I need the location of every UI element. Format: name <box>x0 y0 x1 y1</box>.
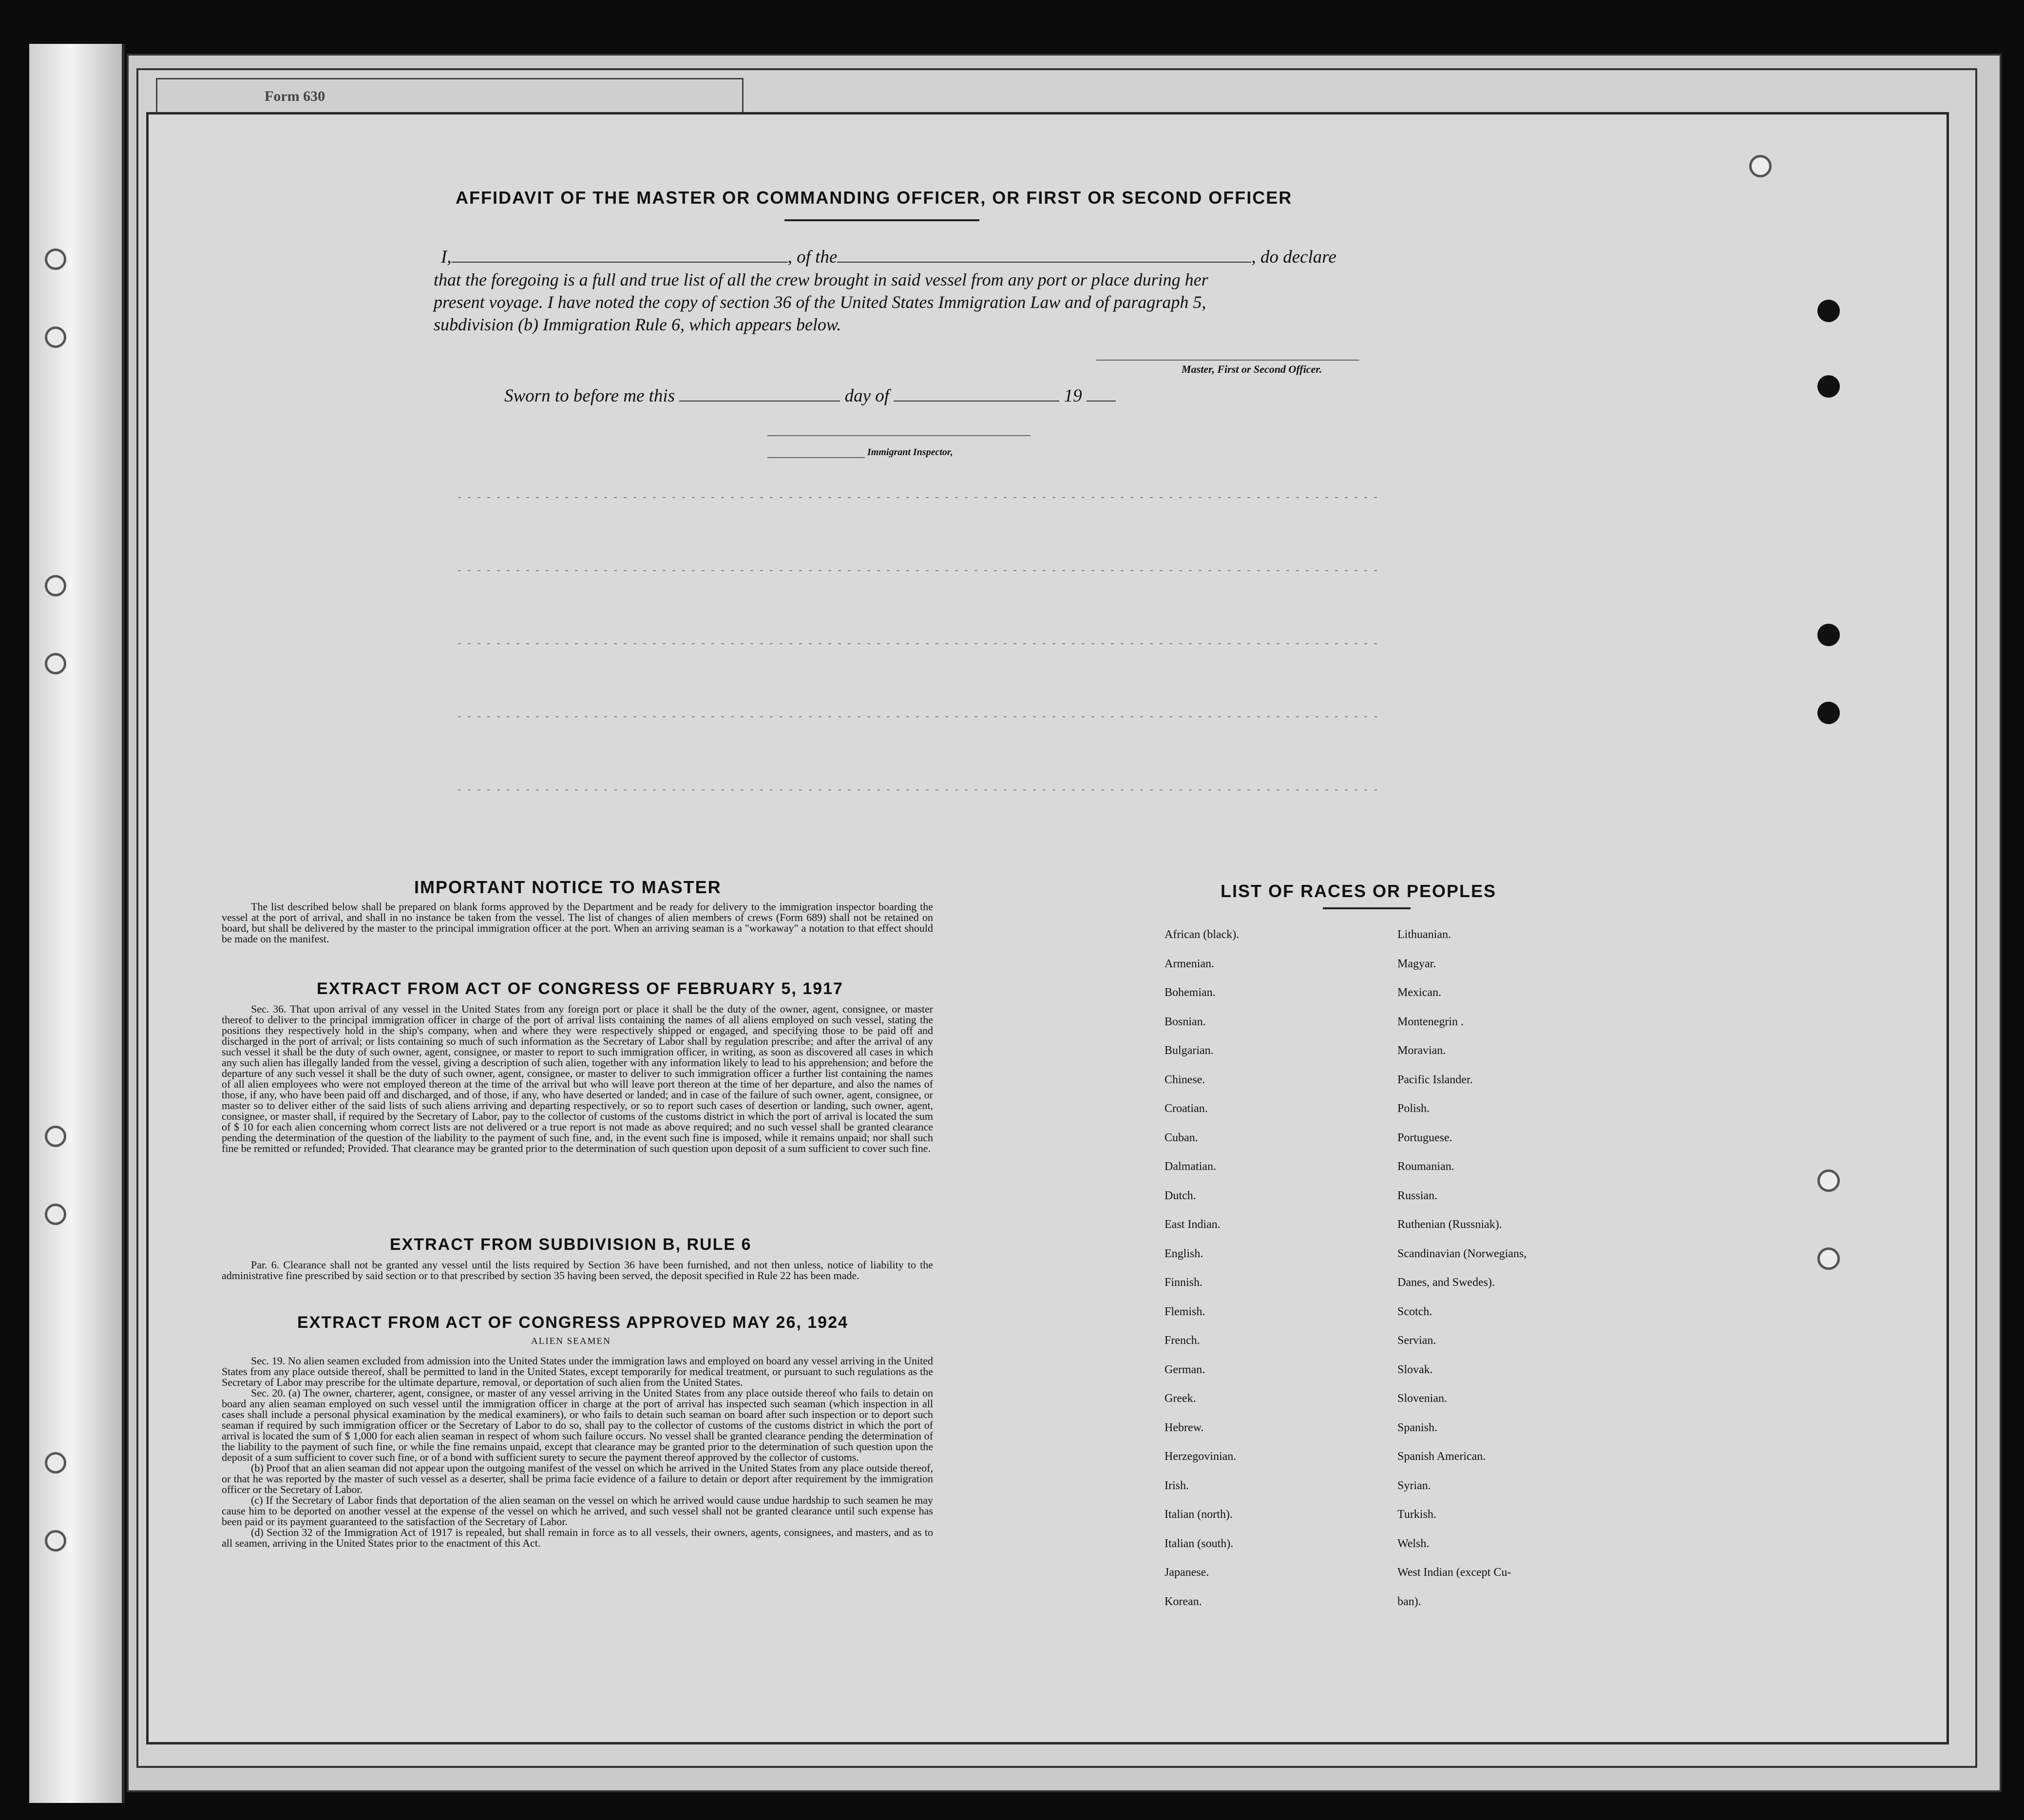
notice-paragraph: The list described below shall be prepared on blank forms approved by the Department and be ready for delivery to the immigration inspector boarding the vessel at the port of arrival, and shall in no instance be taken from the vessel. The list of changes of alien members of crews (Form 689) shall not be retained on board, but shall be delivered by the master to the principal immigration officer at the port. When an arriving seaman is a "workaway" a notation to that effect should be made on the manifest. <box>222 900 933 945</box>
race-item: Danes, and Swedes). <box>1397 1276 1495 1289</box>
race-item: German. <box>1165 1363 1205 1376</box>
sworn-text: Sworn to before me this <box>504 386 675 406</box>
race-item: Spanish American. <box>1397 1450 1486 1463</box>
race-item: Scotch. <box>1397 1305 1432 1318</box>
race-item: Servian. <box>1397 1334 1436 1347</box>
binder-hole <box>45 653 66 674</box>
notice-title: IMPORTANT NOTICE TO MASTER <box>414 877 722 897</box>
race-item: Japanese. <box>1165 1566 1209 1579</box>
binder-hole <box>45 1204 66 1225</box>
master-signature-label: Master, First or Second Officer. <box>1182 363 1322 375</box>
binder-spine <box>29 44 125 1803</box>
race-item: Bohemian. <box>1165 986 1216 999</box>
race-item: Slovak. <box>1397 1363 1433 1376</box>
extract-1924-title: EXTRACT FROM ACT OF CONGRESS APPROVED MAY 26, 1924 <box>297 1313 848 1332</box>
race-item: Turkish. <box>1397 1508 1436 1521</box>
rule-6-body <box>222 1260 933 1281</box>
rule-6-paragraph: Par. 6. Clearance shall not be granted any vessel until the lists required by Section 36 have been furnished, and not then unless, notice of liability to the administrative fine prescribed by said section or to that prescribed by section 35 having been served, the deposit specified in Rule 22 has been made. <box>222 1259 933 1282</box>
sworn-day-blank[interactable] <box>679 386 840 402</box>
declaration-i: I, <box>441 247 452 267</box>
faint-dash-row <box>458 716 1384 717</box>
binder-hole <box>45 1530 66 1552</box>
race-item: Bulgarian. <box>1165 1044 1214 1057</box>
race-item: Cuban. <box>1165 1131 1198 1144</box>
race-item: Dutch. <box>1165 1189 1196 1202</box>
affidavit-title: AFFIDAVIT OF THE MASTER OR COMMANDING OFFICER, OR FIRST OR SECOND OFFICER <box>456 188 1293 208</box>
race-item: Moravian. <box>1397 1044 1446 1057</box>
sworn-year-blank[interactable] <box>1087 386 1116 402</box>
race-item: Roumanian. <box>1397 1160 1454 1173</box>
declaration-do-declare: , do declare <box>1251 247 1337 267</box>
race-item: Croatian. <box>1165 1102 1208 1115</box>
sworn-line <box>504 385 1116 407</box>
notice-body <box>222 901 933 944</box>
race-item: ban). <box>1397 1595 1421 1608</box>
race-item: English. <box>1165 1247 1203 1260</box>
faint-dash-row <box>458 570 1384 571</box>
race-item: Irish. <box>1165 1479 1189 1492</box>
year-prefix: 19 <box>1064 386 1082 406</box>
race-item: Polish. <box>1397 1102 1430 1115</box>
binder-hole <box>45 249 66 270</box>
race-item: Italian (south). <box>1165 1537 1234 1550</box>
race-item: Italian (north). <box>1165 1508 1233 1521</box>
declaration-line-1 <box>441 246 1362 268</box>
race-item: Greek. <box>1165 1392 1196 1405</box>
declaration-of-the: , of the <box>787 247 838 267</box>
race-item: Ruthenian (Russniak). <box>1397 1218 1502 1231</box>
race-item: Korean. <box>1165 1595 1202 1608</box>
faint-dash-row <box>458 497 1384 498</box>
race-item: Slovenian. <box>1397 1392 1447 1405</box>
race-item: Syrian. <box>1397 1479 1431 1492</box>
race-item: French. <box>1165 1334 1200 1347</box>
race-item: Bosnian. <box>1165 1015 1206 1028</box>
extract-1924-paragraph: Sec. 20. (a) The owner, charterer, agent, consignee, or master of any vessel arriving in the United States from any place outside thereof who fails to detain on board any alien seaman employed on such vessel until the immigration officer in charge at the port of arrival has inspected such seaman (which inspection in all cases shall include a personal physical examination by the medical examiners), or who fails to detain such seaman on board after such inspection or to deport such seaman if required by such immigration officer or the Secretary of Labor to do so, shall pay to the collector of customs of the customs district in which the port of arrival is located the sum of $ 1,000 for each alien seaman in respect of whom such failure occurs. No vessel shall be granted clearance pending the determination of the liability to the payment of such fine, or while the fine remains unpaid, except that clearance may be granted prior to the determination of such question upon the deposit of a sum sufficient to cover such fine, or of a bond with sufficient surety to secure the payment thereof approved by the collector of customs. <box>222 1387 933 1463</box>
race-item: Mexican. <box>1397 986 1441 999</box>
declaration-line-4: subdivision (b) Immigration Rule 6, which appears below. <box>434 315 841 334</box>
extract-1917-paragraph: Sec. 36. That upon arrival of any vessel in the United States from any foreign port or place it shall be the duty of the owner, agent, consignee, or master thereof to deliver to the principal immigration officer in charge of the port of arrival lists containing the names of all aliens employed on such vessel, stating the positions they respectively hold in the ship's company, when and where they were respectively shipped or engaged, and specifying those to be paid off and discharged in the port of arrival; or lists containing so much of such information as the Secretary of Labor shall by regulation prescribe; and after the arrival of any such vessel it shall be the duty of such owner, agent, consignee, or master to report to such immigration officer, in writing, as soon as discovered all cases in which any such alien has illegally landed from the vessel, giving a description of such alien, together with any information likely to lead to his apprehension; and before the departure of any such vessel it shall be the duty of such owner, agent, consignee, or master to deliver to such immigration officer a further list containing the names of all alien employees who were not employed thereon at the time of the arrival but who will leave port thereon at the time of her departure, and also the names of those, if any, who have been paid off and discharged, and of those, if any, who have deserted or landed; and in case of the failure of such owner, agent, consignee, or master so to deliver either of the said lists of such aliens arriving and departing respectively, or so to report such cases of desertion or landing, such owner, agent, consignee, or master shall, if required by the Secretary of Labor, pay to the collector of customs of the customs district in which the port of arrival is located the sum of $ 10 for each alien concerning whom correct lists are not delivered or a true report is not made as above required; and no such vessel shall be granted clearance pending the determination of the question of the liability to the payment of such fine, and, in the event such fine is imposed, while it remains unpaid; nor shall such fine be remitted or refunded; Provided. That clearance may be granted prior to the determination of such question upon deposit of a sum sufficient to cover such fine. <box>222 1003 933 1154</box>
races-title: LIST OF RACES OR PEOPLES <box>1221 881 1497 901</box>
binder-hole <box>45 1452 66 1474</box>
sworn-month-blank[interactable] <box>894 386 1059 402</box>
extract-1924-paragraph: (c) If the Secretary of Labor finds that deportation of the alien seaman on the vessel on which he arrived would cause undue hardship to such seamen he may cause him to be deported on another vessel at the expense of the vessel on which he arrived, and such vessel shall not be granted clearance until such expense has been paid or its payment guaranteed to the satisfaction of the Secretary of Labor. <box>222 1494 933 1528</box>
extract-1924-paragraph: (b) Proof that an alien seaman did not appear upon the outgoing manifest of the vessel on which he arrived in the United States from any place outside thereof, or that he was reported by the master of such vessel as a deserter, shall be prima facie evidence of a failure to detain or deport after requirement by the immigration officer or the Secretary of Labor. <box>222 1462 933 1495</box>
binder-hole <box>45 326 66 348</box>
master-signature-line[interactable] <box>1096 360 1359 361</box>
races-title-underline <box>1323 907 1411 909</box>
extract-1924-body <box>222 1356 933 1549</box>
page-hole <box>1817 300 1840 322</box>
race-item: Chinese. <box>1165 1073 1205 1086</box>
rule-6-title: EXTRACT FROM SUBDIVISION B, RULE 6 <box>390 1235 752 1254</box>
declaration-line-2: that the foregoing is a full and true list of all the crew brought in said vessel from any port or place during her <box>434 270 1208 289</box>
inspector-label: Immigrant Inspector, <box>867 447 953 458</box>
extract-1924-subtitle: ALIEN SEAMEN <box>531 1336 611 1346</box>
page-hole <box>1817 375 1840 398</box>
race-item: Montenegrin . <box>1397 1015 1464 1028</box>
race-item: Finnish. <box>1165 1276 1203 1289</box>
race-item: Armenian. <box>1165 957 1214 970</box>
form-number: Form 630 <box>265 88 325 104</box>
inspector-signature-line[interactable] <box>767 435 1031 436</box>
binder-hole <box>45 1126 66 1147</box>
page-hole <box>1817 1169 1840 1192</box>
extract-1924-paragraph: Sec. 19. No alien seamen excluded from admission into the United States under the immigration laws and employed on board any vessel arriving in the United States from any place outside thereof, shall be permitted to land in the United States, except temporarily for medical treatment, or pursuant to such regulations as the Secretary of Labor may prescribe for the ultimate departure, removal, or deportation of such alien from the United States. <box>222 1355 933 1388</box>
page-hole <box>1817 1247 1840 1270</box>
page-hole <box>1817 624 1840 646</box>
day-of-text: day of <box>844 386 890 406</box>
race-item: Dalmatian. <box>1165 1160 1216 1173</box>
inspector-signature-line-2[interactable] <box>767 457 865 458</box>
race-item: Russian. <box>1397 1189 1438 1202</box>
race-item: Spanish. <box>1397 1421 1438 1434</box>
page-hole <box>1749 155 1772 177</box>
binder-hole <box>45 575 66 596</box>
race-item: East Indian. <box>1165 1218 1221 1231</box>
name-blank[interactable] <box>452 247 788 263</box>
form-number-strip <box>156 78 744 115</box>
race-item: Pacific Islander. <box>1397 1073 1473 1086</box>
race-item: Herzegovinian. <box>1165 1450 1237 1463</box>
extract-1917-title: EXTRACT FROM ACT OF CONGRESS OF FEBRUARY 5, 1917 <box>317 979 843 998</box>
vessel-blank[interactable] <box>837 247 1251 263</box>
race-item: Welsh. <box>1397 1537 1430 1550</box>
title-underline <box>784 219 979 221</box>
declaration-line-3: present voyage. I have noted the copy of section 36 of the United States Immigration Law and of paragraph 5, <box>434 292 1206 312</box>
extract-1924-paragraph: (d) Section 32 of the Immigration Act of 1917 is repealed, but shall remain in force as to all vessels, their owners, agents, consignees, and masters, and as to all seamen, arriving in the United States prior to the enactment of this Act. <box>222 1526 933 1549</box>
page-hole <box>1817 702 1840 724</box>
race-item: Lithuanian. <box>1397 928 1451 941</box>
race-item: Portuguese. <box>1397 1131 1452 1144</box>
faint-dash-row <box>458 643 1384 644</box>
race-item: Scandinavian (Norwegians, <box>1397 1247 1527 1260</box>
race-item: African (black). <box>1165 928 1240 941</box>
race-item: Hebrew. <box>1165 1421 1204 1434</box>
faint-dash-row <box>458 789 1384 790</box>
race-item: West Indian (except Cu- <box>1397 1566 1511 1579</box>
extract-1917-body <box>222 1004 933 1154</box>
race-item: Magyar. <box>1397 957 1436 970</box>
race-item: Flemish. <box>1165 1305 1205 1318</box>
